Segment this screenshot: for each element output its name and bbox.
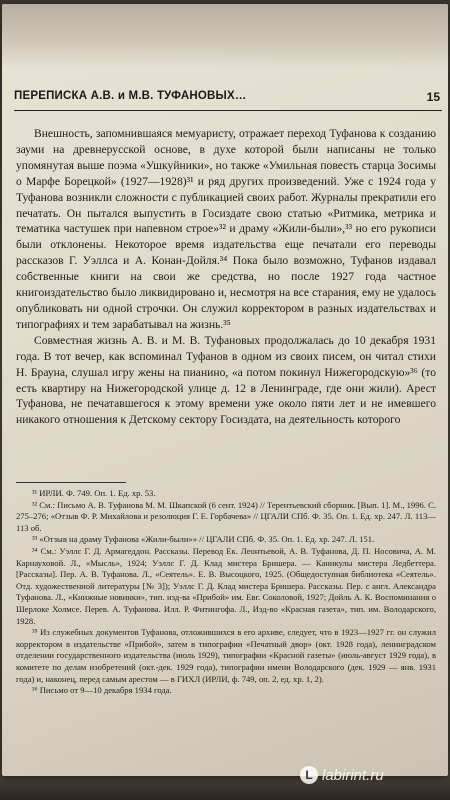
- book-page: [2, 4, 448, 776]
- paragraph: Внешность, запомнившаяся мемуаристу, отражает переход Туфанова к созданию зауми на древнерусской основе, в духе которой были написаны не только упомянутая выше поэма «Ушкуйники», но также «Умильная повесть старца Зосимы о Марфе Борецкой» (1927—1928)³¹ и ряд других произведений. Уже с 1924 года у Туфанова возникли сложности с публикацией своих работ. Журналы прекратили его печатать. Он пытался выпустить в Госиздате свою статью «Ритмика, метрика и тематика частушек при напевном строе»³² и драму «Жили-были»,³³ но его рукописи были отклонены. Некоторое время издательства еще печатали его переводы рассказов Г. Уэллса и А. Конан-Дойля.³⁴ Пока было возможно, Туфанов издавал собственные книги на свои же средства, но после 1927 года частное книгоиздательство было ликвидировано и, несмотря на все старания, ему не удалось опубликовать ни одной строчки. Он служил корректором в разных издательствах и типографиях и тем зарабатывал на жизнь.³⁵: [16, 127, 436, 331]
- paragraph: Совместная жизнь А. В. и М. В. Туфановых продолжалась до 10 декабря 1931 года. В тот вечер, как вспоминал Туфанов в одном из своих писем, он читал стихи Н. Брауна, слушал игру жены на пианино, «а потом покинул Нижегородскую»³⁶ (то есть квартиру на Нижегородской улице д. 12 в Ленинграде, где они жили). Арест Туфанова, не печатавшегося к этому времени уже около пяти лет и не имевшего никакого отношения к Детскому сектору Госиздата, на деятельность которого: [16, 333, 436, 427]
- footnote: ³⁴ См.: Уэллс Г. Д. Армагеддон. Рассказы. Перевод Ек. Леонтьевой, А. В. Туфанова, Д. П. Носовича, А. М. Карнауховой. Л., «Мысль», 1924; Уэллс Г. Д. Клад мистера Бришера. — Каникулы мистера Ледбеттера. [Рассказы]. Пер. А. В. Туфанова. Л., «Сеятель». Е. В. Высоцкого, 1925. (Общедоступная библиотека «Сеятель». Отд. художественной литературы [№ 3]); Уэллс Г. Д. Клад мистера Бришера. Рассказы. Пер. с англ. Александра Туфанова. Л., «Книжные новинки», тип. изд-ва «Прибой» им. Евг. Соколовой, 1927; Дойль А. К. Воспоминания о Шерлоке Холмсе. Перев. А. Туфанова. Илл. Р. Фитингофа. Л., Изд-во «Красная газета», тип. им. Володарского, 1928.: [16, 545, 436, 626]
- page-number: 15: [426, 90, 440, 104]
- footnotes: [16, 482, 436, 697]
- footnote: ³² См.: Письмо А. В. Туфанова М. М. Шкапской (6 сент. 1924) // Терентьевский сборник. [Вып. 1]. М., 1996. С. 275–276; «Отзыв Ф. Р. Михайлова и резолюция Г. Е. Горбачева» // ЦГАЛИ СПб. Ф. 35. Оп. 1. Ед. хр. 247. Л. 113—113 об.: [16, 499, 436, 533]
- footnote-rule: [16, 482, 126, 483]
- watermark: [300, 766, 384, 784]
- running-head: ПЕРЕПИСКА А.В. и М.В. ТУФАНОВЫХ…: [14, 90, 247, 102]
- footnote: ³¹ ИРЛИ. Ф. 749. Оп. 1. Ед. хр. 53.: [32, 488, 156, 498]
- page-header: [14, 90, 442, 111]
- main-text: [16, 126, 436, 428]
- page-top-shadow: [2, 4, 448, 68]
- footnote: ³³ «Отзыв на драму Туфанова «Жили-были»» // ЦГАЛИ СПб. Ф. 35. Оп. 1. Ед. хр. 247. Л. 151.: [32, 534, 375, 545]
- watermark-text: labirint.ru: [322, 766, 384, 784]
- footnote: ³⁵ Из служебных документов Туфанова, отложившихся в его архиве, следует, что в 1923—1927 гг. он служил корректором в издательстве «Прибой», затем в типографии «Печатный двор» (окт. 1928 года), ленинградском отделении государственного издательства (июль 1929), типографии «Красной газеты» (июль-август 1929 года), в комитете по делам изобретений (окт.-дек. 1929 года), типографии имени Володарского (дек. 1929 — янв. 1931 года) и, наконец, перед самым арестом — в ГИХЛ (ИРЛИ, ф. 749, оп. 2, ед. хр. 1, 2).: [16, 627, 436, 684]
- labirint-logo-icon: L: [300, 766, 318, 784]
- footnote: ³⁶ Письмо от 9—10 декабря 1934 года.: [32, 685, 172, 696]
